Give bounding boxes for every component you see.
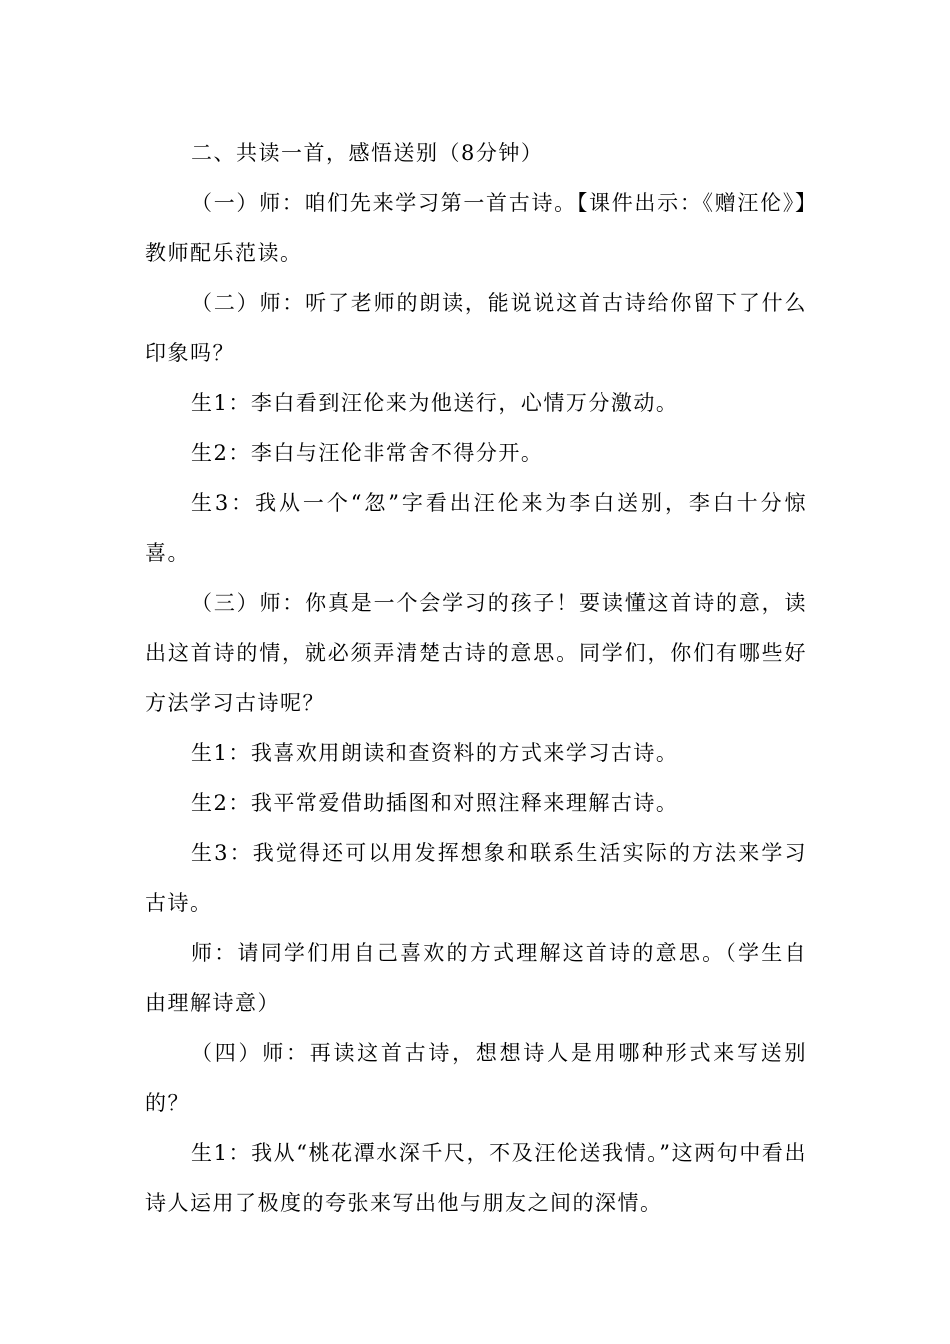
paragraph: （三）师：你真是一个会学习的孩子！要读懂这首诗的意，读出这首诗的情，就必须弄清楚古诗的意思。同学们，你们有哪些好方法学习古诗呢？ xyxy=(145,591,807,715)
paragraph: 师：请同学们用自己喜欢的方式理解这首诗的意思。（学生自由理解诗意） xyxy=(145,941,807,1015)
paragraph: 生1：我喜欢用朗读和查资料的方式来学习古诗。 xyxy=(191,741,679,765)
paragraph: 生1：我从“桃花潭水深千尺，不及汪伦送我情。”这两句中看出诗人运用了极度的夸张来写出他与朋友之间的深情。 xyxy=(145,1141,807,1215)
paragraph: （一）师：咱们先来学习第一首古诗。【课件出示：《赠汪伦》】教师配乐范读。 xyxy=(145,191,807,265)
paragraph: 生2：李白与汪伦非常舍不得分开。 xyxy=(191,441,544,465)
paragraph: 生3：我从一个“忽”字看出汪伦来为李白送别，李白十分惊喜。 xyxy=(145,491,807,565)
paragraph: （二）师：听了老师的朗读，能说说这首古诗给你留下了什么印象吗？ xyxy=(145,291,807,365)
paragraph: （四）师：再读这首古诗，想想诗人是用哪种形式来写送别的？ xyxy=(145,1041,807,1115)
paragraph: 生3：我觉得还可以用发挥想象和联系生活实际的方法来学习古诗。 xyxy=(145,841,807,915)
section-heading: 二、共读一首，感悟送别（8分钟） xyxy=(191,141,544,165)
document-body xyxy=(145,128,807,1228)
paragraph: 生2：我平常爱借助插图和对照注释来理解古诗。 xyxy=(191,791,679,815)
paragraph: 生1：李白看到汪伦来为他送行，心情万分激动。 xyxy=(191,391,679,415)
